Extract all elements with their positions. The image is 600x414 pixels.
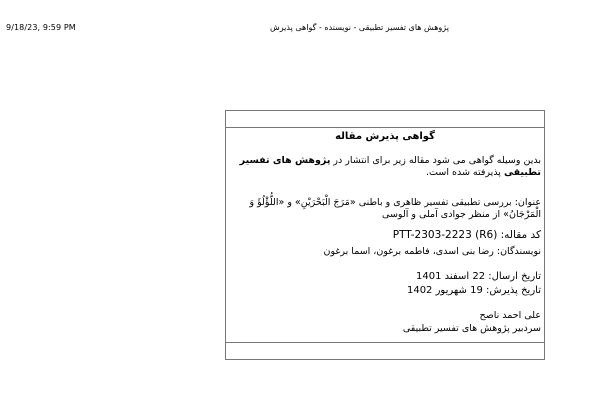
bottom-divider bbox=[226, 342, 544, 343]
certificate-title: گواهی پذیرش مقاله bbox=[335, 131, 435, 142]
sent-value: 22 اسفند 1401 bbox=[416, 271, 489, 282]
print-header bbox=[0, 21, 600, 35]
print-title: پژوهش های تفسیر تطبیقی - نویسنده - گواهی پذیرش bbox=[270, 23, 449, 32]
acceptance-statement bbox=[229, 155, 541, 179]
journal-name: پژوهش های تفسیر تطبیقی bbox=[239, 155, 541, 178]
signer-role: سردبیر پژوهش های تفسیر تطبیقی bbox=[402, 323, 541, 334]
subject-label: عنوان: bbox=[514, 197, 541, 208]
top-divider bbox=[226, 127, 544, 128]
acceptance-certificate bbox=[225, 110, 545, 360]
print-date: 9/18/23, 9:59 PM bbox=[6, 23, 76, 32]
subject-text: بررسی تطبیقی تفسیر ظاهری و باطنی «مَرَجَ الْبَحْرَيْنِ» و «اللُّؤْلُؤَ وَ الْمَرْجَانُ» از منظر جوادی آملی و آلوسی bbox=[249, 197, 541, 220]
code-label: کد مقاله: bbox=[500, 229, 541, 241]
authors-value: رضا بنی اسدی، فاطمه برغون، اسما برغون bbox=[323, 246, 497, 257]
accepted-label: تاریخ پذیرش: bbox=[486, 285, 541, 296]
article-code bbox=[229, 229, 541, 241]
accepted-value: 19 شهریور 1402 bbox=[406, 285, 486, 296]
article-authors bbox=[229, 246, 541, 258]
acceptance-date bbox=[229, 285, 541, 297]
authors-label: نویسندگان: bbox=[496, 246, 541, 257]
signer-name: علی احمد ناصح bbox=[479, 310, 541, 321]
intro-after: پذیرفته شده است. bbox=[426, 167, 504, 178]
sent-label: تاریخ ارسال: bbox=[488, 271, 541, 282]
intro-before: بدین وسیله گواهی می شود مقاله زیر برای انتشار در bbox=[330, 155, 541, 166]
article-title bbox=[229, 197, 541, 221]
submission-date bbox=[229, 271, 541, 283]
code-value: PTT-2303-2223 (R6) bbox=[392, 229, 501, 241]
